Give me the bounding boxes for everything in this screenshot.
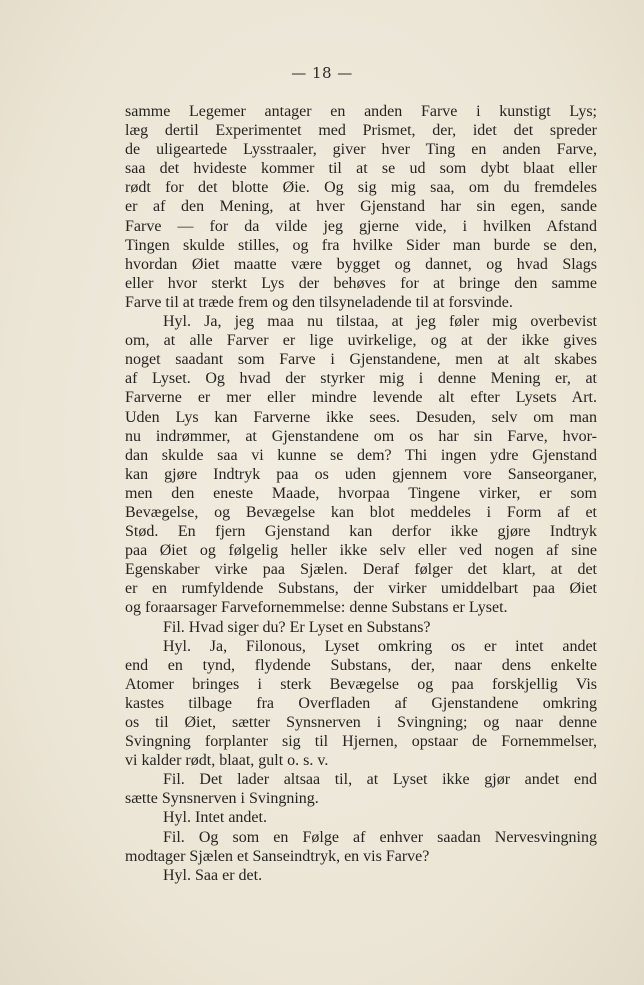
body-text — [125, 102, 597, 885]
text-line: noget saadant som Farve i Gjenstandene, men at alt skabes — [125, 351, 597, 369]
text-line: er af den Mening, at hver Gjenstand har sin egen, sande — [125, 198, 597, 216]
text-line: hvordan Øiet maatte være bygget og dannet, og hvad Slags — [125, 255, 597, 273]
text-line: og foraarsager Farvefornemmelse: denne Substans er Lyset. — [125, 599, 508, 617]
text-line: Tingen skulde stilles, og fra hvilke Sider man burde se den, — [125, 236, 597, 254]
text-line: Hyl. Saa er det. — [163, 866, 263, 884]
text-line: Hyl. Ja, Filonous, Lyset omkring os er intet andet — [163, 637, 597, 655]
text-line: vi kalder rødt, blaat, gult o. s. v. — [125, 752, 329, 770]
text-line: end en tynd, flydende Substans, der, naar dens enkelte — [125, 656, 597, 674]
text-line: Stød. En fjern Gjenstand kan derfor ikke gjøre Indtryk — [125, 523, 597, 541]
text-line: os til Øiet, sætter Synsnerven i Svingning; og naar denne — [125, 714, 597, 731]
text-line: Hyl. Intet andet. — [163, 809, 267, 827]
text-line: Svingning forplanter sig til Hjernen, opstaar de Fornemmelser, — [125, 733, 597, 751]
text-line: kan gjøre Indtryk paa os uden gjennem vore Sanseorganer, — [125, 465, 597, 483]
text-line: Farve — for da vilde jeg gjerne vide, i hvilken Afstand — [125, 217, 597, 235]
text-line: samme Legemer antager en anden Farve i kunstigt Lys; — [125, 103, 597, 120]
text-line: nu indrømmer, at Gjenstandene om os har sin Farve, hvor- — [125, 427, 597, 445]
text-line: de uligeartede Lysstraaler, giver hver Ting en anden Farve, — [125, 141, 597, 159]
text-line: Fil. Det lader altsaa til, at Lyset ikke gjør andet end — [163, 771, 597, 789]
text-line: Atomer bringes i sterk Bevægelse og paa forskjellig Vis — [125, 675, 597, 693]
text-line: Uden Lys kan Farverne ikke sees. Desuden, selv om man — [125, 408, 597, 426]
text-line: læg dertil Experimentet med Prismet, der, idet det spreder — [125, 122, 597, 140]
text-line: Farve til at træde frem og den tilsyneladende til at forsvinde. — [125, 293, 513, 311]
text-line: Fil. Og som en Følge af enhver saadan Nervesvingning — [163, 828, 597, 846]
text-line: er en rumfyldende Substans, der virker umiddelbart paa Øiet — [125, 580, 597, 598]
text-line: saa det hvideste kommer til at se ud som dybt blaat eller — [125, 160, 597, 178]
text-line: sætte Synsnerven i Svingning. — [125, 790, 319, 808]
text-line: men den eneste Maade, hvorpaa Tingene virker, er som — [125, 484, 597, 502]
text-line: rødt for det blotte Øie. Og sig mig saa, om du fremdeles — [125, 179, 597, 197]
text-line: kastes tilbage fra Overfladen af Gjenstandene omkring — [125, 694, 597, 712]
text-line: Egenskaber virke paa Sjælen. Deraf følger det klart, at det — [125, 561, 597, 579]
text-line: Fil. Hvad siger du? Er Lyset en Substans? — [163, 618, 431, 636]
text-line: om, at alle Farver er lige uvirkelige, og at der ikke gives — [125, 332, 597, 350]
text-line: af Lyset. Og hvad der styrker mig i denne Mening er, at — [125, 370, 597, 388]
text-line: eller hvor sterkt Lys der behøves for at bringe den samme — [125, 274, 597, 292]
text-line: modtager Sjælen et Sanseindtryk, en vis Farve? — [125, 847, 430, 865]
text-line: Bevægelse, og Bevægelse kan blot meddeles i Form af et — [125, 503, 597, 521]
page-number: — 18 — — [291, 64, 353, 82]
text-line: paa Øiet og følgelig heller ikke selv eller ved nogen af sine — [125, 542, 597, 560]
text-line: dan skulde saa vi kunne se dem? Thi ingen ydre Gjenstand — [125, 446, 597, 464]
text-line: Hyl. Ja, jeg maa nu tilstaa, at jeg føler mig overbevist — [163, 313, 597, 331]
text-line: Farverne er mer eller mindre levende alt efter Lysets Art. — [125, 389, 597, 407]
